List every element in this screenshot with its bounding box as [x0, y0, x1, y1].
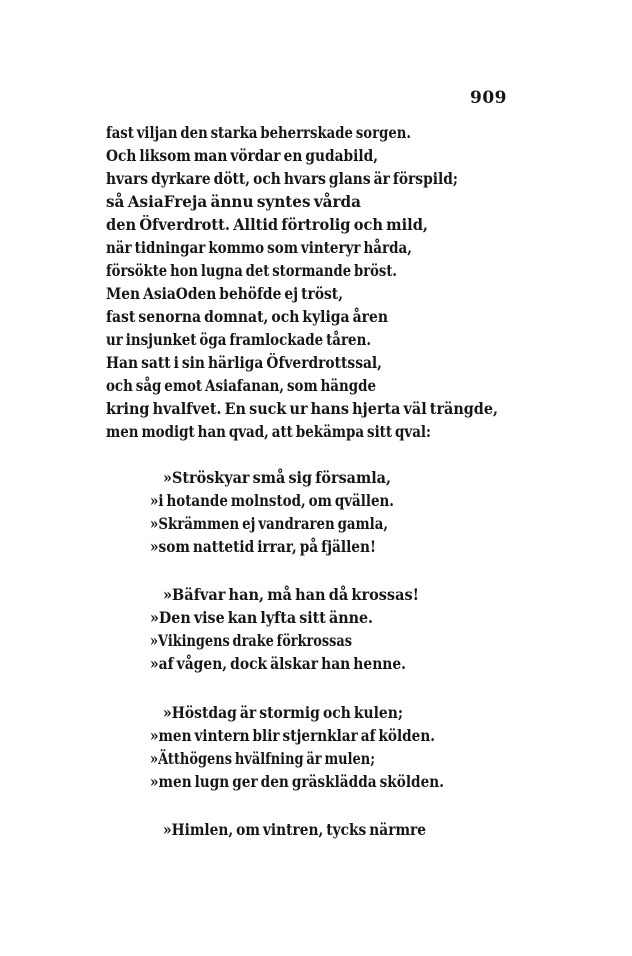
stanza-1-line-4: »som nattetid irrar, på fjällen!	[150, 537, 376, 556]
narrative-line-5: den Öfverdrott. Alltid förtrolig och mild,	[106, 215, 428, 234]
stanza-3-line-1: »Höstdag är stormig och kulen;	[163, 703, 403, 722]
stanza-3-line-3: »Ätthögens hvälfning är mulen;	[150, 749, 375, 768]
stanza-3-line-4: »men lugn ger den gräsklädda skölden.	[150, 772, 444, 791]
stanza-2-line-1: »Bäfvar han, må han då krossas!	[163, 585, 419, 604]
stanza-1-line-3: »Skrämmen ej vandraren gamla,	[150, 514, 388, 533]
narrative-line-9: fast senorna domnat, och kyliga åren	[106, 307, 388, 326]
stanza-1-line-1: »Ströskyar små sig församla,	[163, 468, 391, 487]
narrative-line-3: hvars dyrkare dött, och hvars glans är förspild;	[106, 169, 458, 188]
narrative-line-4: så AsiaFreja ännu syntes vårda	[106, 192, 361, 211]
page-number: 909	[470, 88, 507, 108]
stanza-2-line-4: »af vågen, dock älskar han henne.	[150, 654, 406, 673]
narrative-line-14: men modigt han qvad, att bekämpa sitt qval:	[106, 422, 431, 441]
narrative-line-10: ur insjunket öga framlockade tåren.	[106, 330, 371, 349]
stanza-3-line-2: »men vintern blir stjernklar af kölden.	[150, 726, 435, 745]
narrative-line-1: fast viljan den starka beherrskade sorgen.	[106, 123, 411, 142]
stanza-2-line-2: »Den vise kan lyfta sitt änne.	[150, 608, 373, 627]
narrative-line-2: Och liksom man vördar en gudabild,	[106, 146, 378, 165]
stanza-1-line-2: »i hotande molnstod, om qvällen.	[150, 491, 394, 510]
narrative-line-12: och såg emot Asiafanan, som hängde	[106, 376, 376, 395]
narrative-line-7: försökte hon lugna det stormande bröst.	[106, 261, 397, 280]
narrative-line-11: Han satt i sin härliga Öfverdrottssal,	[106, 353, 382, 372]
stanza-4-line-1: »Himlen, om vintren, tycks närmre	[163, 820, 426, 839]
narrative-line-6: när tidningar kommo som vinteryr hårda,	[106, 238, 412, 257]
narrative-line-13: kring hvalfvet. En suck ur hans hjerta väl trängde,	[106, 399, 498, 418]
stanza-2-line-3: »Vikingens drake förkrossas	[150, 631, 352, 650]
narrative-line-8: Men AsiaOden behöfde ej tröst,	[106, 284, 343, 303]
